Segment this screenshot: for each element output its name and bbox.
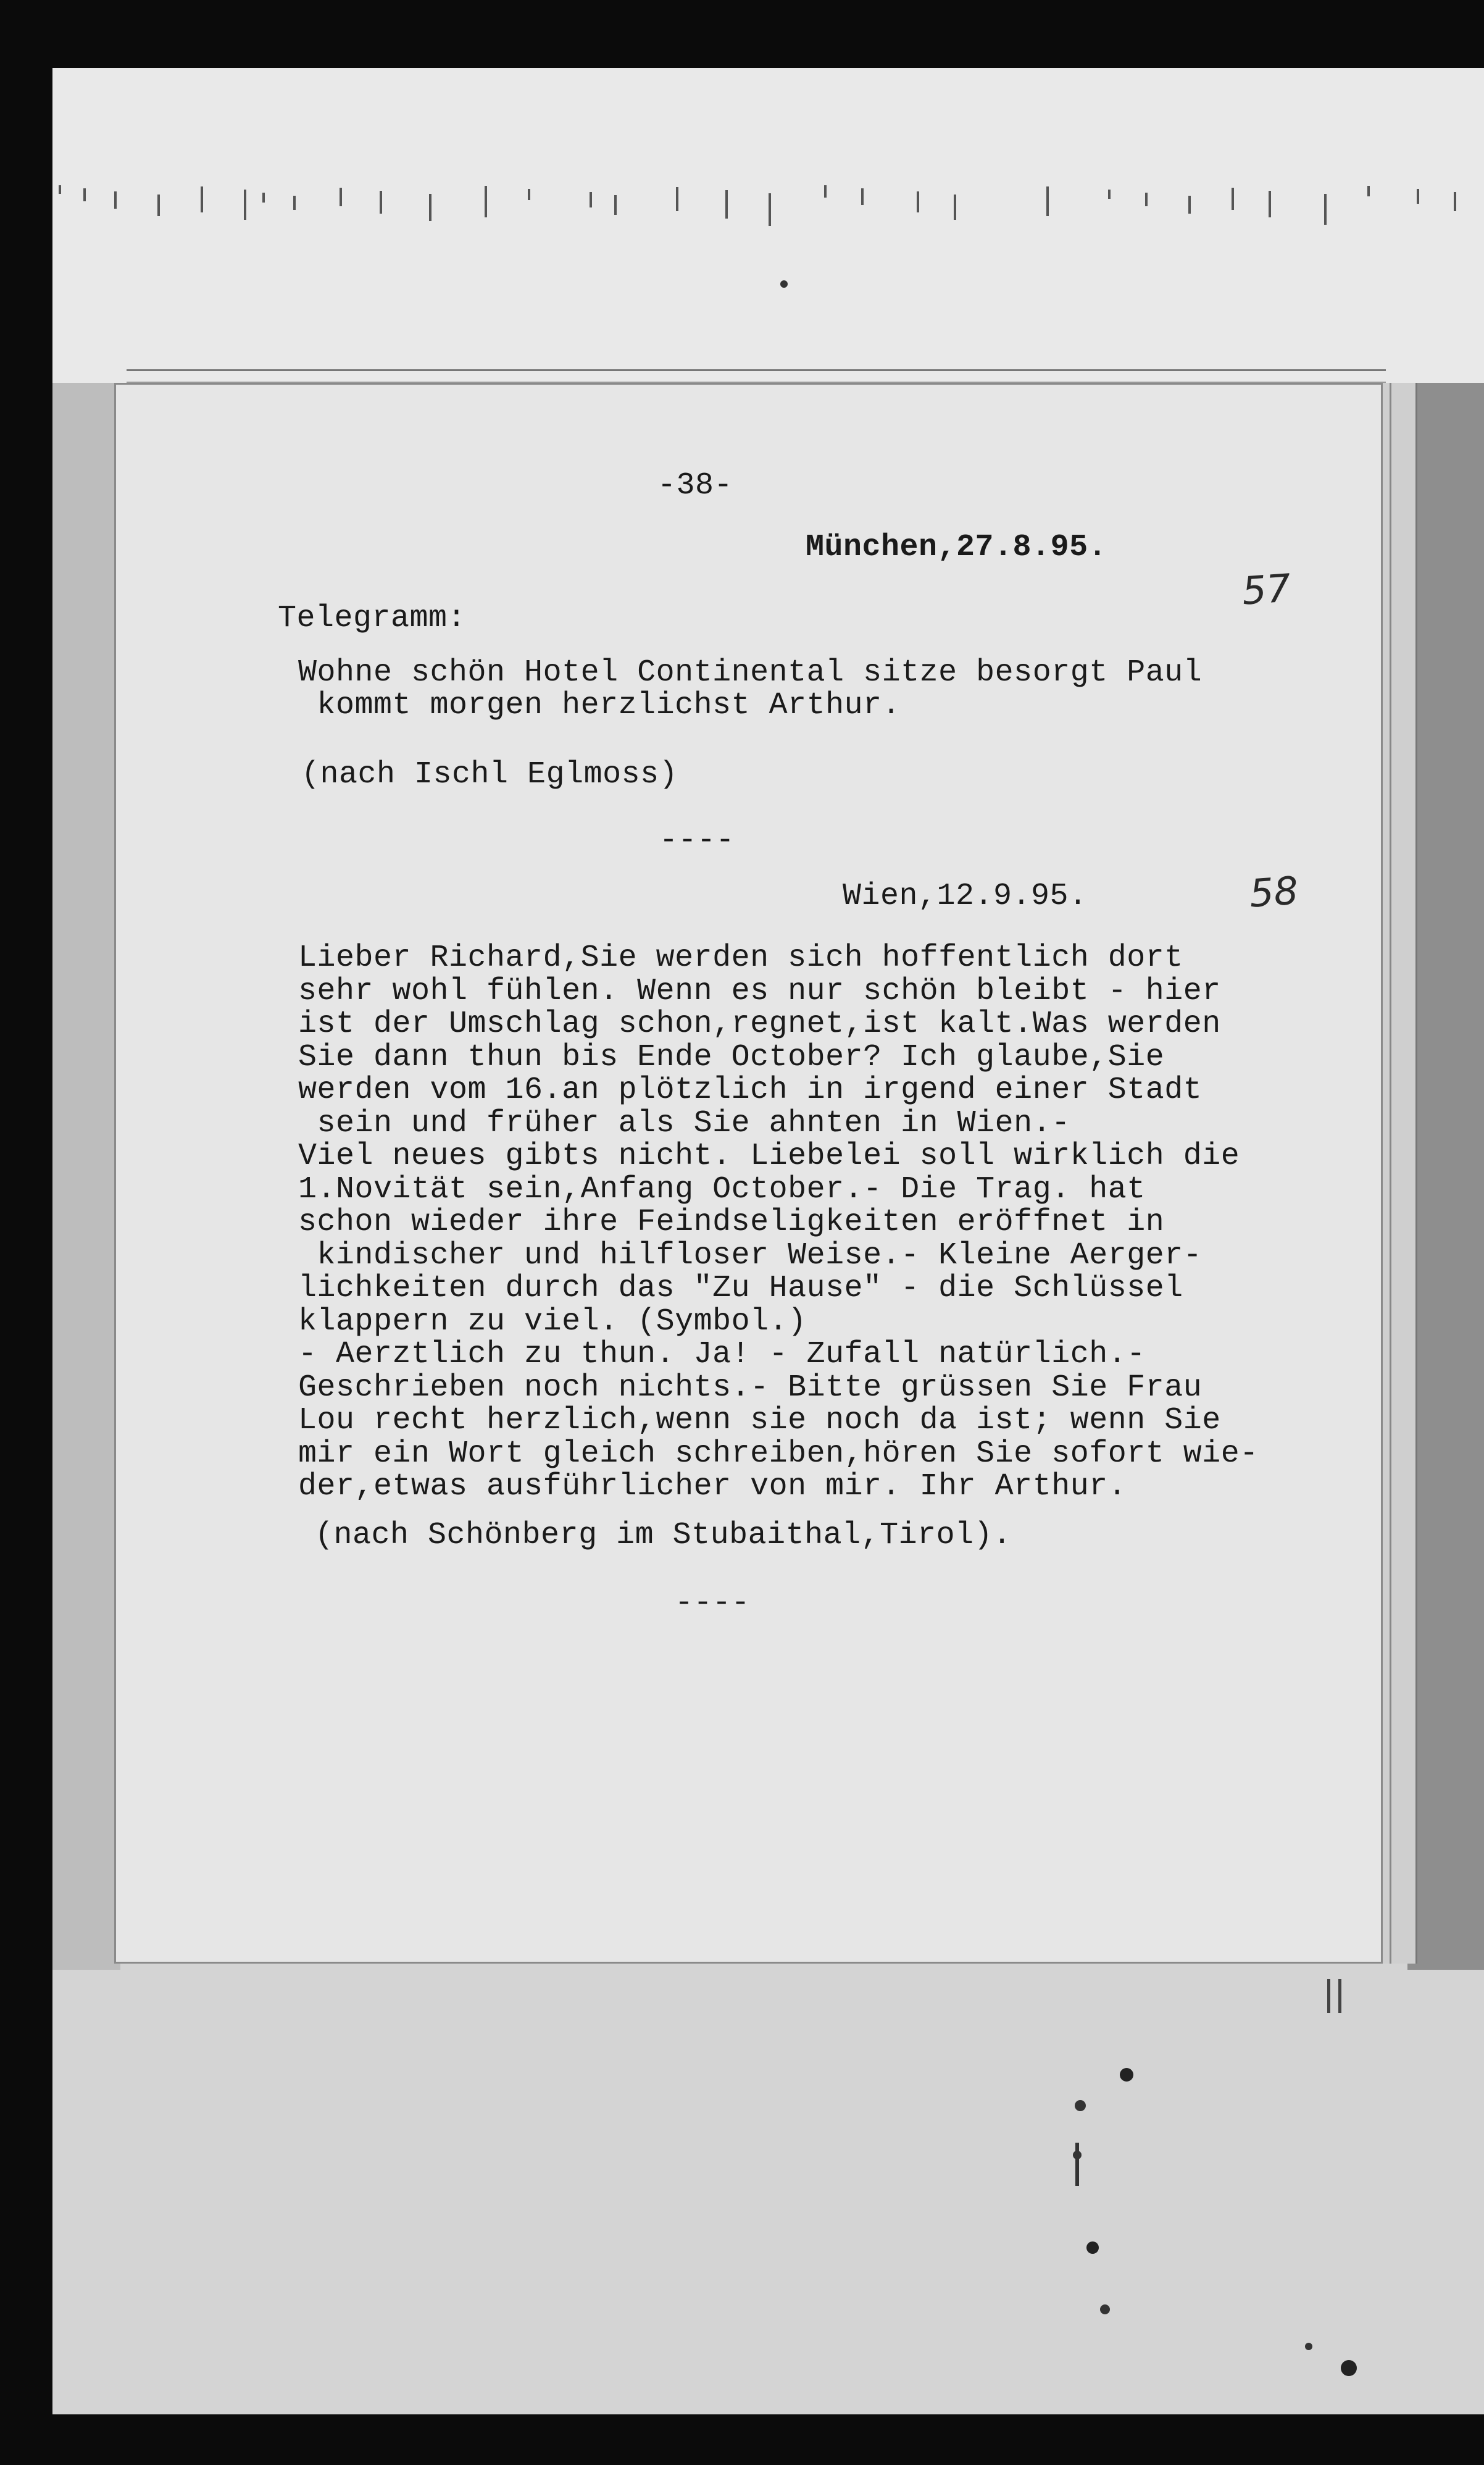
punch-mark: [861, 188, 864, 205]
left-shadow: [52, 383, 120, 1970]
punch-mark: [769, 193, 771, 226]
letter-line: Viel neues gibts nicht. Liebelei soll wirklich die: [298, 1139, 1240, 1174]
folio-number-handwritten: 57: [1240, 565, 1293, 614]
punch-mark: [83, 188, 86, 201]
page-number: -38-: [657, 468, 733, 503]
right-shadow: [1407, 383, 1484, 1970]
punch-mark: [1324, 194, 1327, 225]
separator: ----: [675, 1586, 751, 1621]
telegram-label: Telegramm:: [278, 601, 467, 636]
backing-paper-top: [52, 68, 1484, 389]
letter-body: [298, 942, 1259, 1504]
punch-mark: [1454, 192, 1456, 211]
dateline-vienna: Wien,12.9.95.: [843, 879, 1088, 914]
letter-line: schon wieder ihre Feindseligkeiten eröffnet in: [298, 1205, 1165, 1240]
letter-line: sein und früher als Sie ahnten in Wien.-: [298, 1105, 1070, 1141]
dateline-munich: München,27.8.95.: [806, 530, 1107, 565]
letter-note: (nach Schönberg im Stubaithal,Tirol).: [315, 1518, 1012, 1553]
letter-line: kindischer und hilfloser Weise.- Kleine Aerger-: [298, 1237, 1203, 1273]
letter-line: Lou recht herzlich,wenn sie noch da ist; wenn Sie: [298, 1403, 1221, 1438]
punch-mark: [614, 195, 617, 215]
telegram-note: (nach Ischl Eglmoss): [301, 757, 678, 792]
punch-mark: [485, 186, 487, 217]
punch-mark: [244, 190, 246, 220]
sheet-top-edge: [127, 369, 1386, 383]
punch-mark: [1367, 186, 1370, 196]
letter-line: lichkeiten durch das "Zu Hause" - die Schlüssel: [298, 1271, 1183, 1306]
letter-line: sehr wohl fühlen. Wenn es nur schön bleibt - hier: [298, 973, 1221, 1009]
punch-mark: [954, 195, 956, 220]
letter-line: Sie dann thun bis Ende October? Ich glaube,Sie: [298, 1039, 1165, 1075]
punch-mark: [676, 187, 678, 211]
punch-mark: [59, 185, 61, 194]
punch-mark: [1046, 186, 1049, 216]
punch-mark: [114, 191, 117, 209]
letter-line: 1.Novität sein,Anfang October.- Die Trag. hat: [298, 1171, 1146, 1207]
punch-mark: [1417, 189, 1419, 204]
punch-mark: [1108, 190, 1111, 199]
punch-mark: [201, 186, 203, 212]
punch-mark: [528, 189, 530, 200]
letter-line: Lieber Richard,Sie werden sich hoffentlich dort: [298, 940, 1183, 976]
punch-mark: [340, 188, 342, 206]
punch-mark: [1188, 196, 1191, 214]
letter-line: klappern zu viel. (Symbol.): [298, 1304, 807, 1339]
telegram-text: Wohne schön Hotel Continental sitze besorgt Paul kommt morgen herzlichst Arthur.: [298, 655, 1203, 723]
letter-line: werden vom 16.an plötzlich in irgend einer Stadt: [298, 1073, 1203, 1108]
letter-line: mir ein Wort gleich schreiben,hören Sie sofort wie-: [298, 1436, 1259, 1471]
punch-mark: [380, 191, 382, 214]
punch-mark: [917, 191, 919, 212]
punch-mark: [590, 192, 592, 207]
folio-number-handwritten: 58: [1248, 868, 1300, 916]
punch-mark: [262, 193, 265, 203]
punch-mark: [293, 196, 296, 210]
punch-mark: [157, 195, 160, 216]
separator: ----: [659, 823, 735, 858]
punch-mark: [1145, 193, 1148, 206]
backing-paper-bottom: [52, 1964, 1484, 2414]
punch-mark: [824, 185, 827, 198]
letter-line: Geschrieben noch nichts.- Bitte grüssen Sie Frau: [298, 1370, 1203, 1405]
punch-mark: [725, 190, 728, 219]
punch-mark: [1232, 188, 1234, 210]
letter-line: ist der Umschlag schon,regnet,ist kalt.Was werden: [298, 1007, 1221, 1042]
letter-line: der,etwas ausführlicher von mir. Ihr Arthur.: [298, 1469, 1127, 1504]
letter-line: - Aerztlich zu thun. Ja! - Zufall natürlich.-: [298, 1337, 1146, 1372]
punch-mark: [1269, 191, 1271, 217]
punch-mark: [429, 194, 431, 221]
punch-mark-strip: [59, 185, 1466, 222]
